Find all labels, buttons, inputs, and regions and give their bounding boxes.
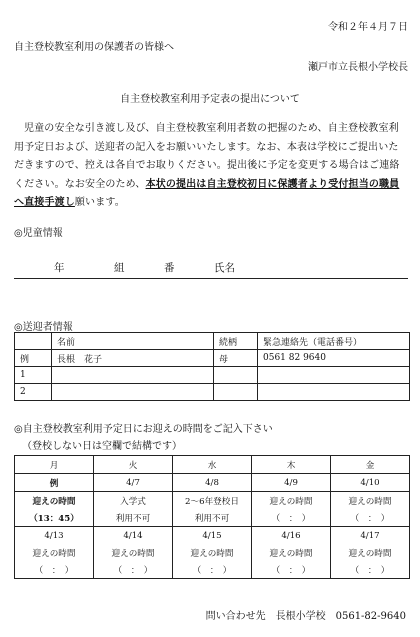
date-cell: 4/16 (252, 527, 331, 545)
pickup-note: 2～6年登校日 (173, 492, 252, 510)
child-info-heading: ◎児童情報 (14, 228, 63, 239)
pickup-time-label: 迎えの時間 (252, 544, 331, 561)
document-date: 令和２年４月７日 (328, 22, 408, 33)
pickup-time-field[interactable]: （ ： ） (15, 561, 94, 579)
table-row (15, 384, 410, 401)
row-label: 例 (15, 350, 52, 367)
header-cell-phone: 緊急連絡先（電話番号） (258, 333, 410, 350)
pickup-time-label: 迎えの時間 (173, 544, 252, 561)
body-emphasis: 本状の提出は自主登校初日に保護者より受付担当の職員へ直接手渡し (14, 178, 400, 209)
date-cell: 4/9 (252, 474, 331, 492)
document-title: 自主登校教室利用予定表の提出について (120, 94, 300, 105)
guardian-phone-field[interactable] (258, 367, 410, 384)
schedule-table (14, 455, 410, 579)
pickup-note: 入学式 (94, 492, 173, 510)
guardian-info-heading: ◎送迎者情報 (14, 322, 73, 333)
guardian-phone-field[interactable] (258, 384, 410, 401)
body-paragraph (14, 120, 408, 213)
weekday-cell: 木 (252, 456, 331, 474)
pickup-time-field[interactable]: （ ： ） (331, 509, 410, 527)
row-label: 2 (15, 384, 52, 401)
schedule-heading: ◎自主登校教室利用予定日にお迎えの時間をご記入下さい (14, 424, 273, 435)
sender-line: 瀬戸市立長根小学校長 (308, 62, 408, 73)
pickup-status: 利用不可 (173, 509, 252, 527)
grade-label: 年 (54, 262, 65, 274)
pickup-time-row (15, 509, 410, 527)
child-name-line[interactable] (14, 260, 408, 279)
date-cell: 4/14 (94, 527, 173, 545)
body-text-end: 願います。 (74, 197, 125, 209)
header-cell-name: 名前 (52, 333, 214, 350)
guardian-relation-field[interactable] (214, 384, 258, 401)
pickup-time-example: （13：45） (15, 509, 94, 527)
weekday-cell: 金 (331, 456, 410, 474)
pickup-time-field[interactable]: （ ： ） (252, 509, 331, 527)
class-label: 組 (114, 262, 125, 274)
pickup-label-row (15, 492, 410, 510)
date-cell: 4/8 (173, 474, 252, 492)
header-cell (15, 333, 52, 350)
schedule-note: （登校しない日は空欄で結構です） (22, 441, 182, 452)
pickup-time-field[interactable]: （ ： ） (252, 561, 331, 579)
pickup-time-label: 迎えの時間 (331, 492, 410, 510)
guardian-relation-field[interactable] (214, 367, 258, 384)
pickup-time-field[interactable]: （ ： ） (331, 561, 410, 579)
pickup-status: 利用不可 (94, 509, 173, 527)
row-label: 1 (15, 367, 52, 384)
date-cell: 4/13 (15, 527, 94, 545)
pickup-time-label: 迎えの時間 (15, 492, 94, 510)
pickup-time-field[interactable]: （ ： ） (94, 561, 173, 579)
pickup-time-label: 迎えの時間 (94, 544, 173, 561)
date-row (15, 527, 410, 545)
guardian-name-field[interactable] (52, 384, 214, 401)
pickup-time-label: 迎えの時間 (15, 544, 94, 561)
pickup-time-label: 迎えの時間 (331, 544, 410, 561)
pickup-label-row (15, 544, 410, 561)
table-row (15, 367, 410, 384)
guardian-name-field[interactable] (52, 367, 214, 384)
number-label: 番 (164, 262, 175, 274)
date-cell: 例 (15, 474, 94, 492)
table-row (15, 350, 410, 367)
guardian-name: 長根 花子 (52, 350, 214, 367)
date-cell: 4/10 (331, 474, 410, 492)
guardian-phone: 0561 82 9640 (258, 350, 410, 367)
date-cell: 4/17 (331, 527, 410, 545)
pickup-time-row (15, 561, 410, 579)
table-header-row (15, 333, 410, 350)
date-cell: 4/7 (94, 474, 173, 492)
date-row (15, 474, 410, 492)
weekday-cell: 月 (15, 456, 94, 474)
body-text: 児童の安全な引き渡し及び、自主登校教室利用者数の把握のため、自主登校教室利用予定日および、送迎者の記入をお願いいたします。なお、本表は学校にご提出いただきますので、控えは各自でお取りください。提出後に予定を変更する場合はご連絡ください。なお安全のため、 (14, 123, 400, 190)
contact-footer: 問い合わせ先 長根小学校 0561-82-9640 (205, 611, 406, 622)
recipient-line: 自主登校教室利用の保護者の皆様へ (14, 42, 174, 53)
weekday-row (15, 456, 410, 474)
pickup-time-label: 迎えの時間 (252, 492, 331, 510)
weekday-cell: 火 (94, 456, 173, 474)
pickup-time-field[interactable]: （ ： ） (173, 561, 252, 579)
date-cell: 4/15 (173, 527, 252, 545)
guardian-table (14, 332, 410, 401)
weekday-cell: 水 (173, 456, 252, 474)
name-label: 氏名 (214, 262, 235, 274)
guardian-relation: 母 (214, 350, 258, 367)
header-cell-relation: 続柄 (214, 333, 258, 350)
